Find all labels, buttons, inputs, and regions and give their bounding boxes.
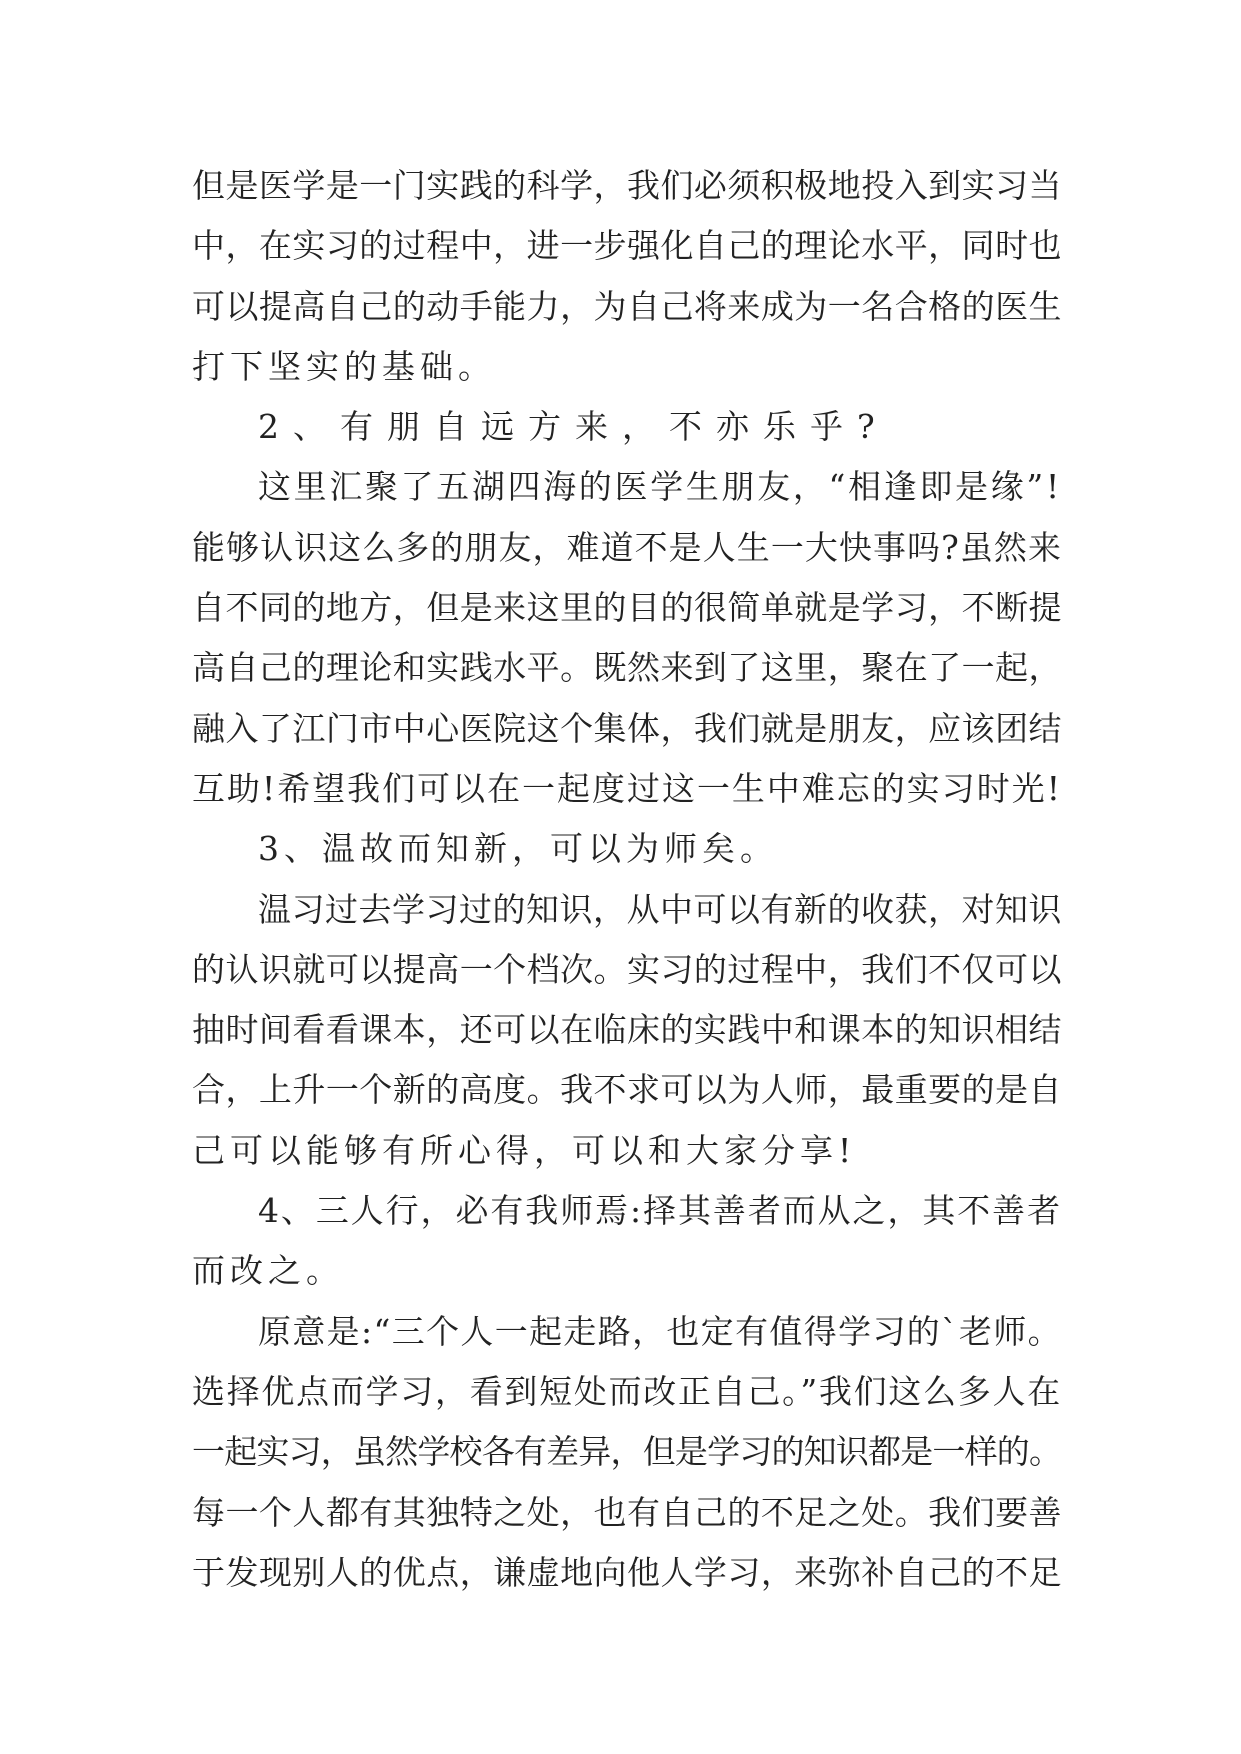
text-line: 2、有朋自远方来，不亦乐乎? — [258, 407, 889, 447]
text-line: 可以提高自己的动手能力，为自己将来成为一名合格的医生 — [192, 286, 1062, 326]
text-line: 高自己的理论和实践水平。既然来到了这里，聚在了一起， — [192, 648, 1062, 688]
text-line: 抽时间看看课本，还可以在临床的实践中和课本的知识相结 — [192, 1010, 1062, 1050]
text-line: 一起实习，虽然学校各有差异，但是学习的知识都是一样的。 — [192, 1432, 1062, 1472]
text-line: 温习过去学习过的知识，从中可以有新的收获，对知识 — [258, 889, 1062, 929]
text-line: 中，在实习的过程中，进一步强化自己的理论水平，同时也 — [192, 226, 1062, 266]
text-line: 但是医学是一门实践的科学，我们必须积极地投入到实习当 — [192, 166, 1062, 205]
body-text — [192, 156, 1062, 1603]
text-line: 这里汇聚了五湖四海的医学生朋友，“相逢即是缘”! — [258, 467, 1062, 507]
text-line: 3、温故而知新，可以为师矣。 — [258, 829, 778, 869]
text-line: 打下坚实的基础。 — [192, 346, 496, 386]
text-line: 互助!希望我们可以在一起度过这一生中难忘的实习时光! — [192, 768, 1062, 808]
text-line: 能够认识这么多的朋友，难道不是人生一大快事吗?虽然来 — [192, 527, 1062, 567]
text-line: 4、三人行，必有我师焉:择其善者而从之，其不善者 — [258, 1191, 1062, 1231]
text-line: 的认识就可以提高一个档次。实习的过程中，我们不仅可以 — [192, 949, 1062, 989]
text-line: 选择优点而学习，看到短处而改正自己。”我们这么多人在 — [192, 1371, 1062, 1411]
text-line: 原意是:“三个人一起走路，也定有值得学习的`老师。 — [258, 1311, 1062, 1351]
text-line: 每一个人都有其独特之处，也有自己的不足之处。我们要善 — [192, 1492, 1062, 1532]
text-line: 融入了江门市中心医院这个集体，我们就是朋友，应该团结 — [192, 708, 1062, 748]
text-line: 而改之。 — [192, 1251, 344, 1291]
text-line: 自不同的地方，但是来这里的目的很简单就是学习，不断提 — [192, 588, 1062, 628]
text-line: 己可以能够有所心得，可以和大家分享! — [192, 1130, 857, 1170]
text-line: 于发现别人的优点，谦虚地向他人学习，来弥补自己的不足 — [192, 1552, 1062, 1592]
text-line: 合，上升一个新的高度。我不求可以为人师，最重要的是自 — [192, 1070, 1062, 1110]
